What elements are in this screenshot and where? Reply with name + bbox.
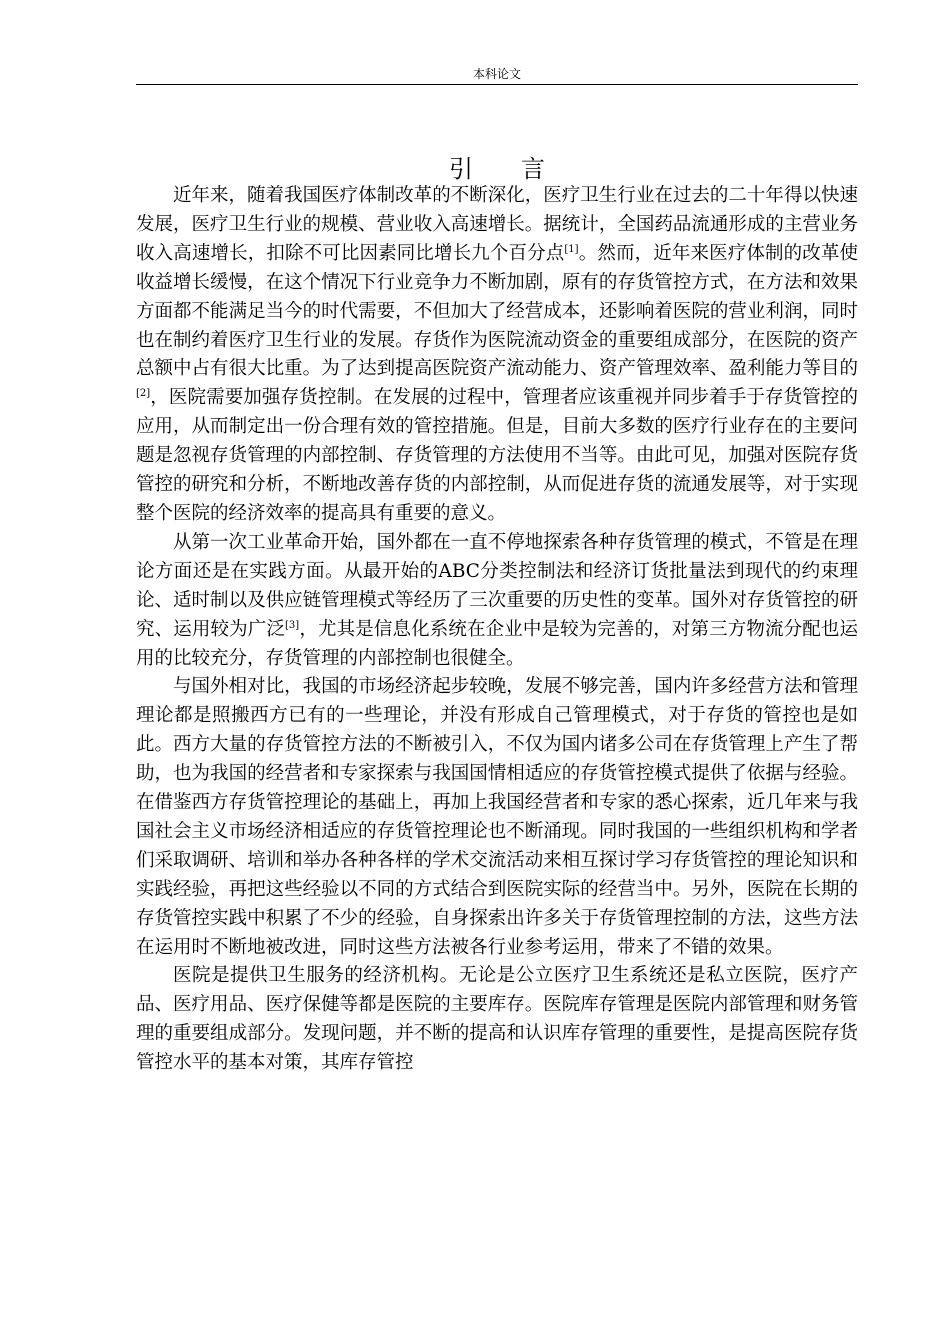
body-text — [136, 182, 858, 1078]
paragraph-3 — [136, 673, 858, 962]
paragraph-1-part-1: 近年来，随着我国医疗体制改革的不断深化，医疗卫生行业在过去的二十年得以快速发展，医疗卫生行业的规模、营业收入高速增长。据统计，全国药品流通形成的主营业务收入高速增长，扣除不可比因素同比增长九个百分点 — [136, 185, 858, 264]
section-title: 引言 — [449, 155, 593, 183]
running-header: 本科论文 — [472, 67, 521, 81]
citation-ref-1[interactable]: [1] — [564, 243, 579, 255]
paragraph-4-part-1: 医院是提供卫生服务的经济机构。无论是公立医疗卫生系统还是私立医院，医疗产品、医疗用品、医疗保健等都是医院的主要库存。医院库存管理是医院内部管理和财务管理的重要组成部分。发现问题，并不断的提高和认识库存管理的重要性，是提高医院存货管控水平的基本对策，其库存管控 — [136, 965, 858, 1074]
paragraph-1-part-3: ，医院需要加强存货控制。在发展的过程中，管理者应该重视并同步着手于存货管控的应用，从而制定出一份合理有效的管控措施。但是，目前大多数的医疗行业存在的主要问题是忽视存货管理的内部控制、存货管理的方法使用不当等。由此可见，加强对医院存货管控的研究和分析，不断地改善存货的内部控制，从而促进存货的流通发展等，对于实现整个医院的经济效率的提高具有重要的意义。 — [136, 387, 858, 524]
citation-ref-3[interactable]: [3] — [285, 619, 300, 631]
paragraph-2 — [136, 529, 858, 674]
paragraph-2-part-1: 从第一次工业革命开始，国外都在一直不停地探索各种存货管理的模式，不管是在理论方面还是在实践方面。从最开始的ABC分类控制法和经济订货批量法到现代的约束理论、适时制以及供应链管理模式等经历了三次重要的历史性的变革。国外对存货管控的研究、运用较为广泛 — [136, 531, 858, 640]
paragraph-1 — [136, 182, 858, 529]
header-divider — [136, 84, 858, 85]
paragraph-3-part-1: 与国外相对比，我国的市场经济起步较晚，发展不够完善，国内许多经营方法和管理理论都是照搬西方已有的一些理论，并没有形成自己管理模式，对于存货的管控也是如此。西方大量的存货管控方法的不断被引入，不仅为国内诸多公司在存货管理上产生了帮助，也为我国的经营者和专家探索与我国国情相适应的存货管控模式提供了依据与经验。在借鉴西方存货管控理论的基础上，再加上我国经营者和专家的悉心探索，近几年来与我国社会主义市场经济相适应的存货管控理论也不断涌现。同时我国的一些组织机构和学者们采取调研、培训和举办各种各样的学术交流活动来相互探讨学习存货管控的理论知识和实践经验，再把这些经验以不同的方式结合到医院实际的经营当中。另外，医院在长期的存货管控实践中积累了不少的经验，自身探索出许多关于存货管理控制的方法，这些方法在运用时不断地被改进，同时这些方法被各行业参考运用，带来了不错的效果。 — [136, 676, 858, 958]
paragraph-4 — [136, 962, 858, 1078]
citation-ref-2[interactable]: [2] — [136, 388, 151, 400]
paragraph-2-part-2: ，尤其是信息化系统在企业中是较为完善的，对第三方物流分配也运用的比较充分，存货管理的内部控制也很健全。 — [136, 618, 858, 669]
paragraph-1-part-2: 。然而，近年来医疗体制的改革使收益增长缓慢，在这个情况下行业竞争力不断加剧，原有的存货管控方式，在方法和效果方面都不能满足当今的时代需要，不但加大了经营成本，还影响着医院的营业利润，同时也在制约着医疗卫生行业的发展。存货作为医院流动资金的重要组成部分，在医院的资产总额中占有很大比重。为了达到提高医院资产流动能力、资产管理效率、盈利能力等目的 — [136, 242, 858, 380]
